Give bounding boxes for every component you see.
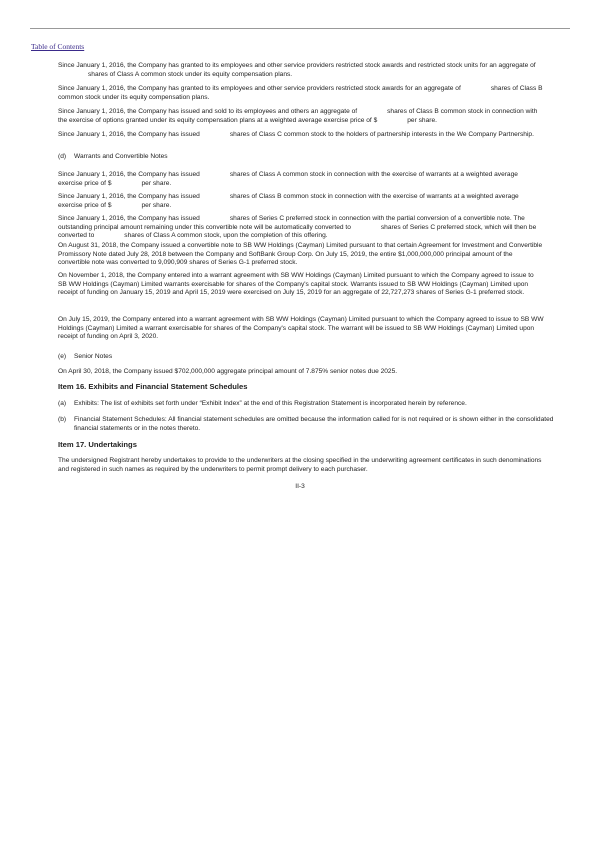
text-segment: shares of Class A common stock under its equity compensation plans.: [88, 70, 293, 78]
text-segment: Since January 1, 2016, the Company has issued: [58, 131, 200, 138]
paragraph: [58, 85, 544, 102]
text-segment: shares of Class B common stock under its equity compensation plans.: [58, 85, 543, 101]
item-16-heading: Item 16. Exhibits and Financial Statement Schedules: [58, 382, 248, 391]
paragraph: [58, 368, 544, 377]
text-segment: On July 15, 2019, the Company entered into a warrant agreement with SB WW Holdings (Cayman) Limited pursuant to which the Company agreed to issue to SB WW Holdings (Cayman) Limited a warrant exercisable for shares of the Company's capital stock. The warrant will be issued to SB WW Holdings (Cayman) Limited upon receipt of funding on April 3, 2020.: [58, 316, 544, 341]
paragraph: [58, 62, 544, 79]
paragraph: [58, 171, 544, 188]
text-segment: Since January 1, 2016, the Company has issued and sold to its employees and others an aggregate of: [58, 108, 358, 115]
text-segment: Since January 1, 2016, the Company has issued: [58, 193, 200, 200]
text-segment: shares of Series C preferred stock, which will then be converted to: [58, 223, 537, 240]
text-segment: On August 31, 2018, the Company issued a convertible note to SB WW Holdings (Cayman) Limited pursuant to that certain Agreement for Investment and Convertible Promissory Note dated July 28, 2018 between the Company and SoftBank Group Corp. On July 15, 2019, the entire $1,000,000,000 principal amount of the convertible note was converted to 9,090,909 shares of Series G-1 preferred stock.: [58, 242, 543, 267]
paragraph: [58, 215, 544, 241]
text-segment: shares of Class A common stock, upon the completion of this offering.: [124, 232, 328, 240]
top-divider: [30, 28, 570, 29]
text-segment: The undersigned Registrant hereby undertakes to provide to the underwriters at the closing specified in the underwriting agreement certificates in such denominations and registered in such names as required by the underwriters to permit prompt delivery to each purchaser.: [58, 457, 542, 473]
paragraph: [58, 316, 544, 342]
text-segment: per share.: [141, 179, 172, 187]
text-segment: shares of Class A common stock in connection with the exercise of warrants at a weighted average exercise price of $: [58, 171, 518, 187]
table-of-contents-link[interactable]: Table of Contents: [31, 42, 85, 51]
item-label: (a): [58, 400, 67, 407]
paragraph: [58, 457, 544, 474]
section-label: (e): [58, 353, 67, 360]
paragraph: [58, 272, 544, 298]
item-text: Exhibits: The list of exhibits set forth under “Exhibit Index” at the end of this Registration Statement is incorporated herein by reference.: [74, 400, 467, 407]
text-segment: per share.: [141, 201, 172, 209]
text-segment: shares of Class C common stock to the holders of partnership interests in the We Company Partnership.: [229, 131, 534, 138]
text-segment: shares of Class B common stock in connection with the exercise of options granted under its equity compensation plans at a weighted average exercise price of $: [58, 108, 538, 124]
item-16-b: [58, 416, 560, 433]
section-title: Warrants and Convertible Notes: [74, 153, 168, 160]
paragraph: [58, 108, 544, 125]
text-segment: shares of Class B common stock in connection with the exercise of warrants at a weighted average exercise price of $: [58, 193, 519, 209]
text-segment: Since January 1, 2016, the Company has issued: [58, 171, 200, 178]
text-segment: Since January 1, 2016, the Company has granted to its employees and other service providers restricted stock awards for an aggregate of: [58, 85, 461, 92]
section-e-heading: [58, 353, 544, 362]
section-d-heading: [58, 153, 544, 162]
page-number: II-3: [295, 483, 305, 490]
item-16-a: [58, 400, 560, 409]
item-text: Financial Statement Schedules: All financial statement schedules are omitted because the information called for is not required or is shown either in the consolidated financial statements or in the notes thereto.: [74, 416, 554, 432]
text-segment: Since January 1, 2016, the Company has issued: [58, 215, 200, 222]
section-title: Senior Notes: [74, 353, 113, 360]
text-segment: shares of Series C preferred stock in connection with the partial conversion of a convertible note. The outstanding principal amount remaining under this convertible note will be automatically converted to: [58, 215, 525, 231]
paragraph: [58, 242, 544, 268]
text-segment: Since January 1, 2016, the Company has granted to its employees and other service providers restricted stock awards and restricted stock units for an aggregate of: [58, 62, 536, 69]
section-label: (d): [58, 153, 67, 160]
paragraph: [58, 131, 544, 140]
text-segment: On November 1, 2018, the Company entered into a warrant agreement with SB WW Holdings (Cayman) Limited pursuant to which the Company agreed to issue to SB WW Holdings (Cayman) Limited warrants exercisable for shares of the Company's capital stock. Warrants issued to SB WW Holdings (Cayman) Limited upon receipt of funding on January 15, 2019 and April 15, 2019 were exercised on July 15, 2019 for an aggregate of 22,727,273 shares of Series G-1 preferred stock.: [58, 272, 534, 297]
item-label: (b): [58, 416, 67, 423]
text-segment: per share.: [407, 116, 437, 124]
paragraph: [58, 193, 544, 210]
item-17-heading: Item 17. Undertakings: [58, 440, 137, 449]
text-segment: On April 30, 2018, the Company issued $702,000,000 aggregate principal amount of 7.875% senior notes due 2025.: [58, 368, 398, 375]
